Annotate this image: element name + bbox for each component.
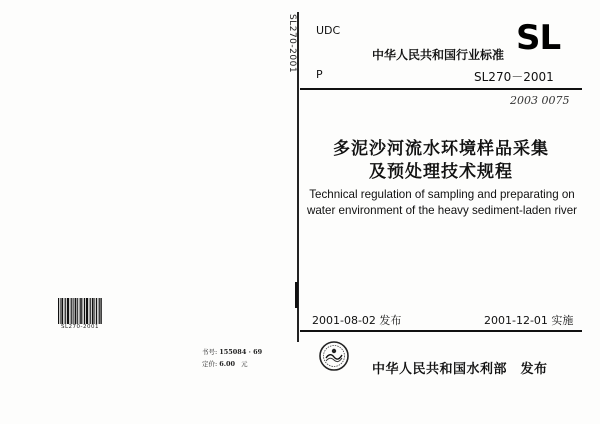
barcode-number: SL270-2001 [60, 324, 100, 330]
publisher: 中华人民共和国水利部 发布 [372, 362, 548, 377]
standard-organization: 中华人民共和国行业标准 [372, 48, 505, 62]
issue-date: 2001-08-02 发布 [312, 314, 402, 327]
header-rule [300, 88, 582, 90]
book-number-label: 书号: [202, 348, 218, 356]
title-english-line2: water environment of the heavy sediment-laden river [306, 204, 577, 217]
title-chinese-line2: 及预处理技术规程 [369, 162, 513, 182]
title-english-line1: Technical regulation of sampling and preparating on [309, 188, 575, 201]
book-number [202, 347, 262, 356]
udc-label: UDC [316, 24, 341, 37]
implementation-date: 2001-12-01 实施 [484, 314, 574, 327]
price-label: 定价: [202, 360, 218, 368]
footer-rule [300, 330, 582, 332]
standard-number: SL270－2001 [474, 70, 554, 84]
title-chinese-line1: 多泥沙河流水环境样品采集 [333, 139, 549, 159]
spine-mark [295, 282, 298, 308]
spine-label: SL270-2001 [287, 14, 297, 74]
classification-code: P [316, 68, 323, 81]
price [202, 359, 248, 368]
book-number-value: 155084 · 69 [219, 348, 263, 356]
barcode-icon [58, 298, 102, 324]
price-unit: 元 [241, 360, 248, 368]
sl-logo: SL [516, 18, 561, 58]
price-value: 6.00 [219, 360, 236, 368]
handwritten-note: 2003 0075 [510, 94, 570, 107]
ministry-seal-icon [318, 340, 350, 372]
